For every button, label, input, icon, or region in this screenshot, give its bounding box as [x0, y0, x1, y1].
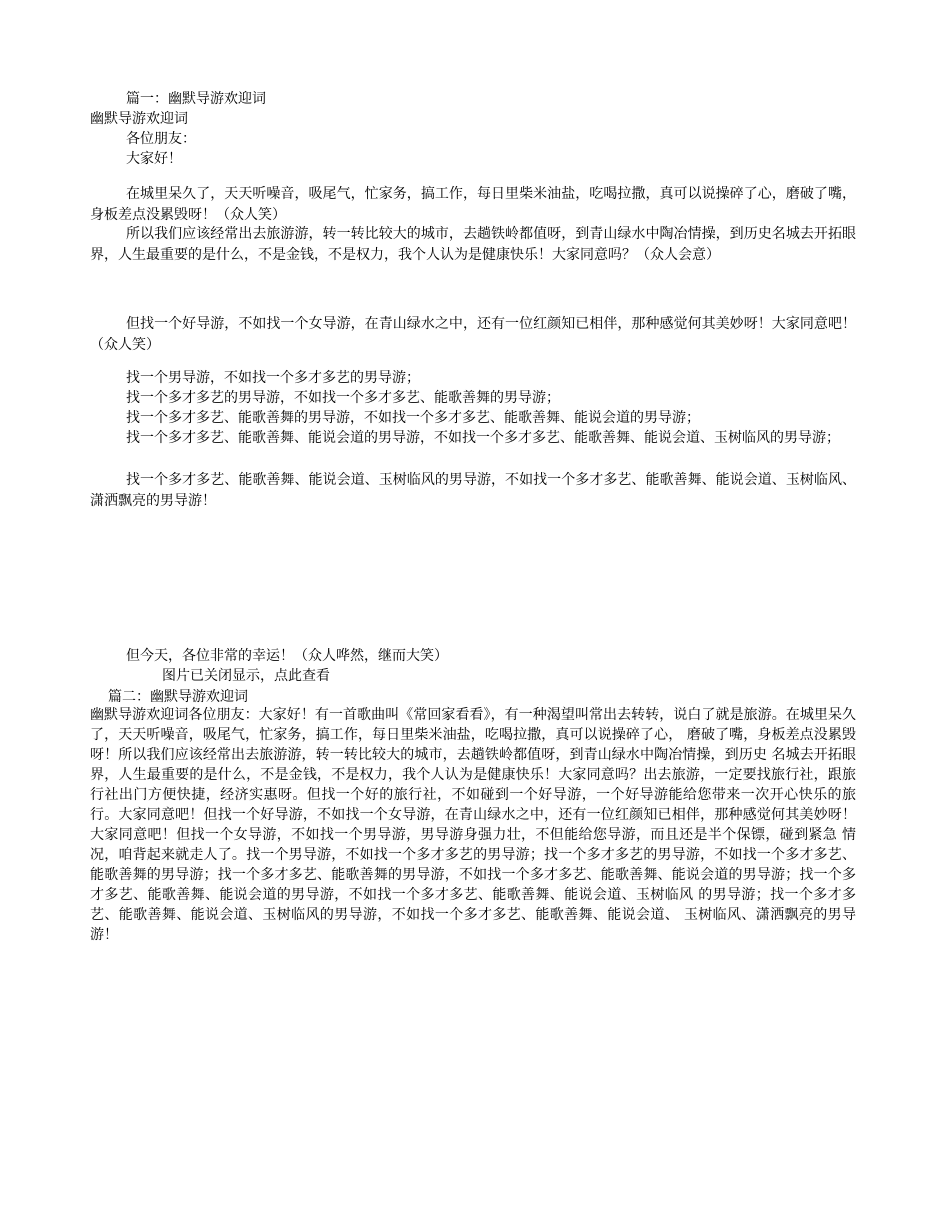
list-item: 找一个多才多艺、能歌善舞、能说会道的男导游，不如找一个多才多艺、能歌善舞、能说会道、玉树临风的男导游； — [126, 430, 840, 446]
list-item: 找一个多才多艺、能歌善舞的男导游，不如找一个多才多艺、能歌善舞、能说会道的男导游； — [126, 410, 700, 426]
greeting: 大家好！ — [126, 151, 182, 167]
list-item: 找一个多才多艺的男导游，不如找一个多才多艺、能歌善舞的男导游； — [126, 390, 560, 406]
paragraph-2: 所以我们应该经常出去旅游游，转一转比较大的城市，去趟铁岭都值呀，到青山绿水中陶冶情操，到历史名城去开拓眼界，人生最重要的是什么，不是金钱，不是权力，我个人认为是健康快乐！大家同意吗？（众人会意） — [90, 226, 856, 263]
list-item: 找一个多才多艺、能歌善舞、能说会道、玉树临风的男导游，不如找一个多才多艺、能歌善舞、能说会道、玉树临风、潇洒飘亮的男导游！ — [90, 472, 856, 509]
part1-heading: 篇一：幽默导游欢迎词 — [126, 91, 266, 107]
paragraph-1: 在城里呆久了，天天听噪音，吸尾气，忙家务，搞工作，每日里柴米油盐，吃喝拉撒，真可以说操碎了心，磨破了嘴，身板差点没累毁呀！（众人笑） — [90, 186, 856, 223]
salutation: 各位朋友： — [126, 131, 196, 147]
image-placeholder-link[interactable]: 图片已关闭显示，点此查看 — [162, 668, 330, 684]
paragraph-3: 但找一个好导游，不如找一个女导游，在青山绿水之中，还有一位红颜知已相伴，那种感觉何其美妙呀！大家同意吧！（众人笑） — [90, 316, 856, 353]
part2-heading: 篇二：幽默导游欢迎词 — [108, 689, 248, 705]
part2-body: 幽默导游欢迎词各位朋友：大家好！有一首歌曲叫《常回家看看》，有一种渴望叫常出去转转，说白了就是旅游。在城里呆久了，天天听噪音，吸尾气，忙家务，搞工作，每日里柴米油盐，吃喝拉撒，真可以说操碎了心， 磨破了嘴，身板差点没累毁呀！所以我们应该经常出去旅游游，转一转比较大的城市，去趟铁岭都值呀，到青山绿水中陶冶情操，到历史 名城去开拓眼界，人生最重要的是什么，不是金钱，不是权力，我个人认为是健康快乐！大家同意吗？出去旅游，一定要找旅行社，跟旅行社出门方便快捷，经济实惠呀。但找一个好的旅行社，不如碰到一个好导游，一个好导游能给您带来一次开心快乐的旅行。大家同意吧！但找一个好导游，不如找一个女导游，在青山绿水之中，还有一位红颜知已相伴，那种感觉何其美妙呀！ 大家同意吧！但找一个女导游，不如找一个男导游，男导游身强力壮，不但能给您导游，而且还是半个保镖，碰到紧急 情况，咱背起来就走人了。找一个男导游，不如找一个多才多艺的男导游；找一个多才多艺的男导游，不如找一个多才多艺、能歌善舞的男导游；找一个多才多艺、能歌善舞的男导游，不如找一个多才多艺、能歌善舞、能说会道的男导游；找一个多才多艺、能歌善舞、能说会道的男导游，不如找一个多才多艺、能歌善舞、能说会道、玉树临风 的男导游；找一个多才多艺、能歌善舞、能说会道、玉树临风的男导游，不如找一个多才多艺、能歌善舞、能说会道、 玉树临风、潇洒飘亮的男导游！ — [90, 707, 856, 943]
list-item: 找一个男导游，不如找一个多才多艺的男导游； — [126, 370, 420, 386]
part1-title: 幽默导游欢迎词 — [90, 111, 188, 127]
closing-line: 但今天，各位非常的幸运！（众人哗然，继而大笑） — [126, 648, 448, 664]
